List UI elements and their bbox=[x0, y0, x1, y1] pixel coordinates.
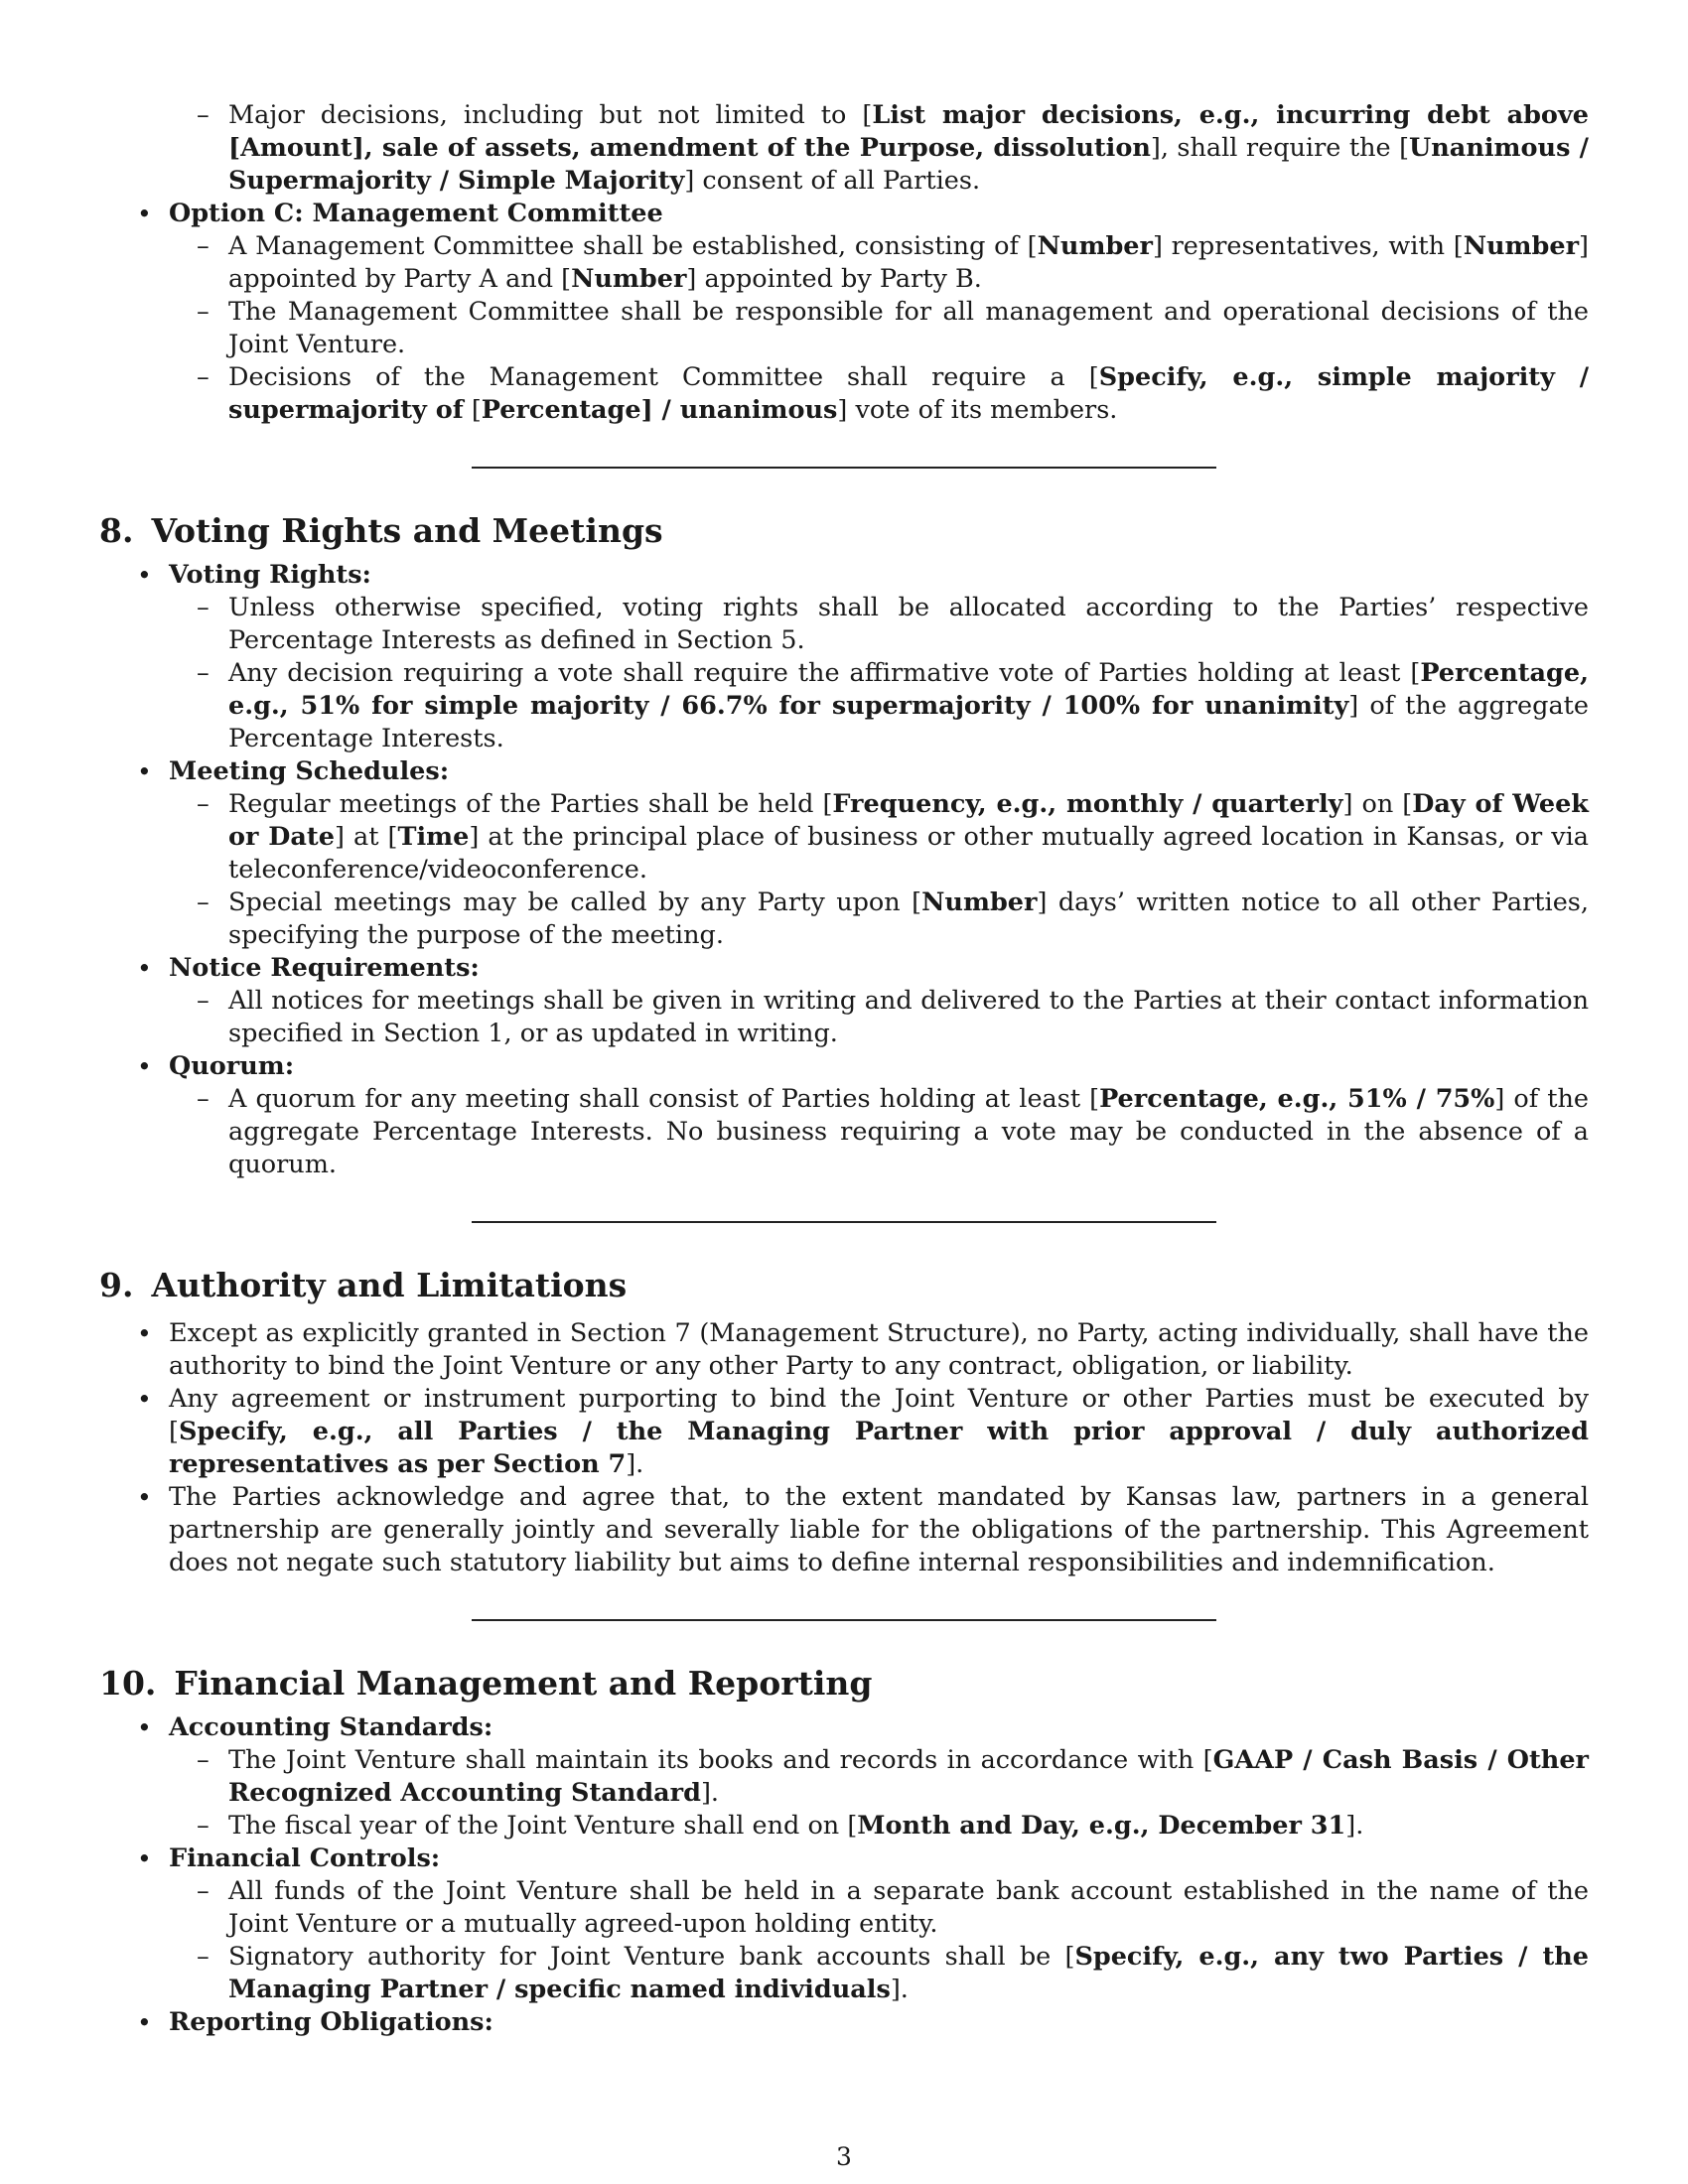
authority-item-1: • Except as explicitly granted in Section 7 (Management Structure), no Party, acting individually, shall have the authority to bind the Joint Venture or any other Party to any contract, obligation, or liability. bbox=[99, 1317, 1589, 1383]
section-10-heading: 10. Financial Management and Reporting bbox=[99, 1664, 873, 1703]
major-decisions-item: – Major decisions, including but not limited to [List major decisions, e.g., incurring debt above [Amount], sale of assets, amendment of the Purpose, dissolution], shall require the [Unanimous / Supermajority / Simple Majority] consent of all Parties. bbox=[169, 99, 1589, 198]
section-9-list bbox=[99, 1317, 1589, 1579]
separate-bank-account: – All funds of the Joint Venture shall be held in a separate bank account established in the name of the Joint Venture or a mutually agreed-upon holding entity. bbox=[169, 1875, 1589, 1941]
page-number: 3 bbox=[836, 2142, 852, 2171]
meeting-schedules-item: • Meeting Schedules: – Regular meetings of the Parties shall be held [Frequency, e.g., monthly / quarterly] on [Day of Week or Date] at [Time] at the principal place of business or other mutually agreed location in Kansas, or via teleconference/videoconference. – Special meetings may be called by any Party upon [Number] days’ written notice to all other Parties, specifying the purpose of the meeting. bbox=[99, 755, 1589, 952]
page-content bbox=[99, 99, 1589, 2039]
option-c-committee: – A Management Committee shall be established, consisting of [Number] representatives, with [Number] appointed by Party A and [Number] appointed by Party B. bbox=[169, 230, 1589, 296]
signatory-authority: – Signatory authority for Joint Venture bank accounts shall be [Specify, e.g., any two Parties / the Managing Partner / specific named individuals]. bbox=[169, 1941, 1589, 2006]
fiscal-year: – The fiscal year of the Joint Venture shall end on [Month and Day, e.g., December 31]. bbox=[169, 1810, 1589, 1843]
section-10-list bbox=[99, 1711, 1589, 2039]
section-8-list bbox=[99, 559, 1589, 1181]
quorum-item: • Quorum: – A quorum for any meeting shall consist of Parties holding at least [Percentage, e.g., 51% / 75%] of the aggregate Percentage Interests. No business requiring a vote may be conducted in the absence of a quorum. bbox=[99, 1050, 1589, 1181]
section-9-heading: 9. Authority and Limitations bbox=[99, 1266, 628, 1304]
voting-rights-item: • Voting Rights: – Unless otherwise specified, voting rights shall be allocated according to the Parties’ respective Percentage Interests as defined in Section 5. – Any decision requiring a vote shall require the affirmative vote of Parties holding at least [Percentage, e.g., 51% for simple majority / 66.7% for supermajority / 100% for unanimity] of the aggregate Percentage Interests. bbox=[99, 559, 1589, 755]
section-7-major-decisions bbox=[169, 99, 1589, 198]
regular-meetings: – Regular meetings of the Parties shall be held [Frequency, e.g., monthly / quarterly] on [Day of Week or Date] at [Time] at the principal place of business or other mutually agreed location in Kansas, or via teleconference/videoconference. bbox=[169, 788, 1589, 887]
notice-delivery: – All notices for meetings shall be given in writing and delivered to the Parties at their contact information specified in Section 1, or as updated in writing. bbox=[169, 985, 1589, 1050]
reporting-obligations-item: • Reporting Obligations: bbox=[99, 2006, 1589, 2039]
books-and-records: – The Joint Venture shall maintain its books and records in accordance with [GAAP / Cash Basis / Other Recognized Accounting Standard]. bbox=[169, 1744, 1589, 1810]
voting-rights-allocation: – Unless otherwise specified, voting rights shall be allocated according to the Parties’ respective Percentage Interests as defined in Section 5. bbox=[169, 592, 1589, 657]
notice-requirements-item: • Notice Requirements: – All notices for meetings shall be given in writing and delivered to the Parties at their contact information specified in Section 1, or as updated in writing. bbox=[99, 952, 1589, 1050]
section-divider bbox=[472, 1619, 1216, 1621]
section-divider bbox=[472, 1221, 1216, 1223]
option-c-item: • Option C: Management Committee – A Management Committee shall be established, consisting of [Number] representatives, with [Number] appointed by Party A and [Number] appointed by Party B. – The Management Committee shall be responsible for all management and operational decisions of the Joint Venture. – Decisions of the Management Committee shall require a [Specify, e.g., simple majority / supermajority of [Percentage] / unanimous] vote of its members. bbox=[99, 198, 1589, 427]
voting-rights-threshold: – Any decision requiring a vote shall require the affirmative vote of Parties holding at least [Percentage, e.g., 51% for simple majority / 66.7% for supermajority / 100% for unanimity] of the aggregate Percentage Interests. bbox=[169, 657, 1589, 755]
option-c-responsibility: – The Management Committee shall be responsible for all management and operational decisions of the Joint Venture. bbox=[169, 296, 1589, 361]
special-meetings: – Special meetings may be called by any Party upon [Number] days’ written notice to all other Parties, specifying the purpose of the meeting. bbox=[169, 887, 1589, 952]
section-7-options bbox=[99, 198, 1589, 427]
financial-controls-item: • Financial Controls: – All funds of the Joint Venture shall be held in a separate bank account established in the name of the Joint Venture or a mutually agreed-upon holding entity. – Signatory authority for Joint Venture bank accounts shall be [Specify, e.g., any two Parties / the Managing Partner / specific named individuals]. bbox=[99, 1843, 1589, 2006]
authority-item-3: • The Parties acknowledge and agree that, to the extent mandated by Kansas law, partners in a general partnership are generally jointly and severally liable for the obligations of the partnership. This Agreement does not negate such statutory liability but aims to define internal responsibilities and indemnification. bbox=[99, 1481, 1589, 1579]
section-8-heading: 8. Voting Rights and Meetings bbox=[99, 511, 663, 550]
accounting-standards-item: • Accounting Standards: – The Joint Venture shall maintain its books and records in accordance with [GAAP / Cash Basis / Other Recognized Accounting Standard]. – The fiscal year of the Joint Venture shall end on [Month and Day, e.g., December 31]. bbox=[99, 1711, 1589, 1843]
authority-item-2: • Any agreement or instrument purporting to bind the Joint Venture or other Parties must be executed by [Specify, e.g., all Parties / the Managing Partner with prior approval / duly authorized representatives as per Section 7]. bbox=[99, 1383, 1589, 1481]
section-divider bbox=[472, 467, 1216, 469]
option-c-decisions: – Decisions of the Management Committee shall require a [Specify, e.g., simple majority / supermajority of [Percentage] / unanimous] vote of its members. bbox=[169, 361, 1589, 427]
quorum-definition: – A quorum for any meeting shall consist of Parties holding at least [Percentage, e.g., 51% / 75%] of the aggregate Percentage Interests. No business requiring a vote may be conducted in the absence of a quorum. bbox=[169, 1083, 1589, 1181]
